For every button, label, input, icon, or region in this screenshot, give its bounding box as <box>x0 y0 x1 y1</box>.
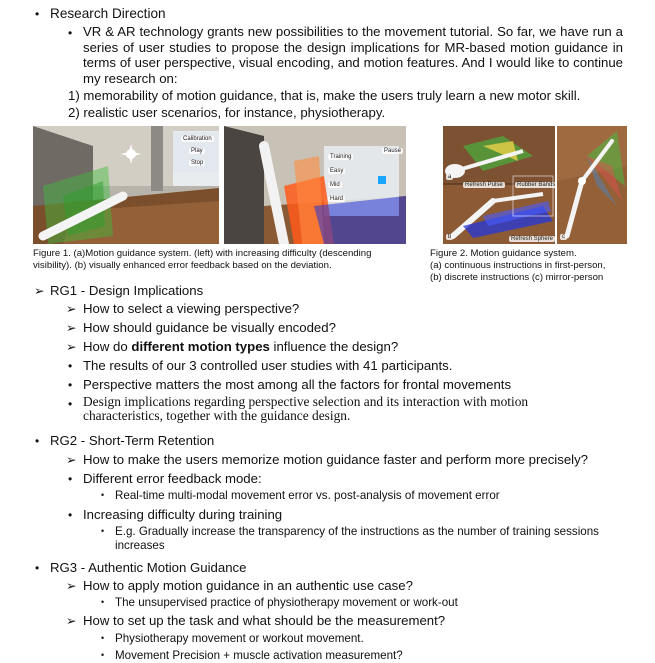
rg3-title: RG3 - Authentic Motion Guidance <box>50 560 247 575</box>
rg2-b1-bullet: • <box>68 472 73 486</box>
rg2-b2-sub-bullet: • <box>101 526 105 536</box>
rg2-b1-sub-bullet: • <box>101 490 105 500</box>
figure2-caption-line3: (b) discrete instructions (c) mirror-person <box>430 272 604 283</box>
figure1-caption-line2: visibility). (b) visually enhanced error feedback based on the deviation. <box>33 260 332 271</box>
rg3-q1: How to apply motion guidance in an authentic use case? <box>83 578 413 593</box>
rg1-q3 <box>83 339 398 355</box>
fig1b-menu-mid: Mid <box>330 182 340 188</box>
figure2-caption <box>430 248 650 284</box>
rg1-b1-bullet: • <box>68 359 73 373</box>
fig1b-menu-hard: Hard <box>330 196 344 202</box>
figure1-caption <box>33 248 413 272</box>
rg1-title: RG1 - Design Implications <box>50 283 204 298</box>
research-bullet: • <box>35 7 40 21</box>
rg1-b3: Design implications regarding perspective selection and its interaction with motion characteristics, together with the guidance design. <box>83 394 529 423</box>
rg1-b2-bullet: • <box>68 378 73 392</box>
figure2-caption-line1: Figure 2. Motion guidance system. <box>430 248 577 259</box>
fig1b-menu-easy: Easy <box>330 168 344 174</box>
rg2-title: RG2 - Short-Term Retention <box>50 433 215 448</box>
rg1-marker: ➢ <box>34 284 45 298</box>
fig1a-menu-calibration: Calibration <box>183 136 212 142</box>
rg1-q1: How to select a viewing perspective? <box>83 301 300 316</box>
rg2-bullet: • <box>35 434 40 448</box>
rg1-q3-bold: different motion types <box>131 339 270 354</box>
figure1-caption-line1: Figure 1. (a)Motion guidance system. (left) with increasing difficulty (descending <box>33 248 372 259</box>
rg2-b1: Different error feedback mode: <box>83 471 262 486</box>
fig1b-menu-training: Training <box>330 154 352 160</box>
fig2-label-a: a <box>448 174 452 180</box>
rg2-b2-sub-line1: E.g. Gradually increase the transparency of the instructions as the number of training sessions <box>115 525 599 538</box>
fig2-label-rubber-bands: Rubber Bands <box>515 182 555 188</box>
fig2-label-b: b <box>448 234 452 240</box>
rg3-q2-marker: ➢ <box>66 614 77 628</box>
fig1a-menu-stop: Stop <box>191 160 204 166</box>
rg2-b2-sub-line2: increases <box>115 539 165 552</box>
figure2-caption-line2: (a) continuous instructions in first-person, <box>430 260 606 271</box>
research-item-2: 2) realistic user scenarios, for instance, physiotherapy. <box>68 105 386 120</box>
fig1b-pause-button: Pause <box>384 148 402 154</box>
rg3-q2-sub1-bullet: • <box>101 633 105 643</box>
rg3-q2-sub2: Movement Precision + muscle activation measurement? <box>115 649 403 662</box>
rg1-b1: The results of our 3 controlled user studies with 41 participants. <box>83 358 453 373</box>
rg2-b2-bullet: • <box>68 508 73 522</box>
fig2-label-refresh-sphere: Refresh Sphere <box>511 236 554 242</box>
research-intro: VR & AR technology grants new possibilities to the movement tutorial. So far, we have run a series of user studies to propose the design implications for MR-based motion guidance in terms of user perspective, visual encoding, and motion features. And I would like to continue my research on: <box>83 24 623 86</box>
research-title: Research Direction <box>50 6 166 21</box>
rg3-q1-sub-bullet: • <box>101 597 105 607</box>
rg2-b1-sub: Real-time multi-modal movement error vs. post-analysis of movement error <box>115 489 500 502</box>
rg3-q2: How to set up the task and what should be the measurement? <box>83 613 446 628</box>
figure1-panel-a <box>33 126 219 244</box>
fig2-label-refresh-pulse: Refresh Pulse <box>465 182 503 188</box>
intro-bullet: • <box>68 26 73 40</box>
rg3-q2-sub1: Physiotherapy movement or workout movement. <box>115 632 364 645</box>
figure2-panel-c <box>557 126 627 244</box>
figure1-panel-b <box>224 126 406 244</box>
rg1-q3-pre: How do <box>83 339 132 354</box>
figure2-panels-ab <box>443 126 555 244</box>
rg3-q1-sub: The unsupervised practice of physiotherapy movement or work-out <box>115 596 458 609</box>
rg1-q3-marker: ➢ <box>66 340 77 354</box>
rg2-b2: Increasing difficulty during training <box>83 507 283 522</box>
rg1-q3-post: influence the design? <box>269 339 399 354</box>
rg1-q1-marker: ➢ <box>66 302 77 316</box>
rg1-q2: How should guidance be visually encoded? <box>83 320 336 335</box>
rg2-q1-marker: ➢ <box>66 453 77 467</box>
rg2-q1: How to make the users memorize motion guidance faster and perform more precisely? <box>83 452 589 467</box>
rg1-b3-bullet: • <box>68 397 73 411</box>
rg1-q2-marker: ➢ <box>66 321 77 335</box>
rg3-q1-marker: ➢ <box>66 579 77 593</box>
rg1-b2: Perspective matters the most among all the factors for frontal movements <box>83 377 512 392</box>
fig1a-menu-play: Play <box>191 148 203 154</box>
rg3-bullet: • <box>35 561 40 575</box>
research-item-1: 1) memorability of motion guidance, that is, make the users truly learn a new motor skill. <box>68 88 581 103</box>
rg3-q2-sub2-bullet: • <box>101 650 105 660</box>
fig2-label-c: c <box>562 234 565 240</box>
